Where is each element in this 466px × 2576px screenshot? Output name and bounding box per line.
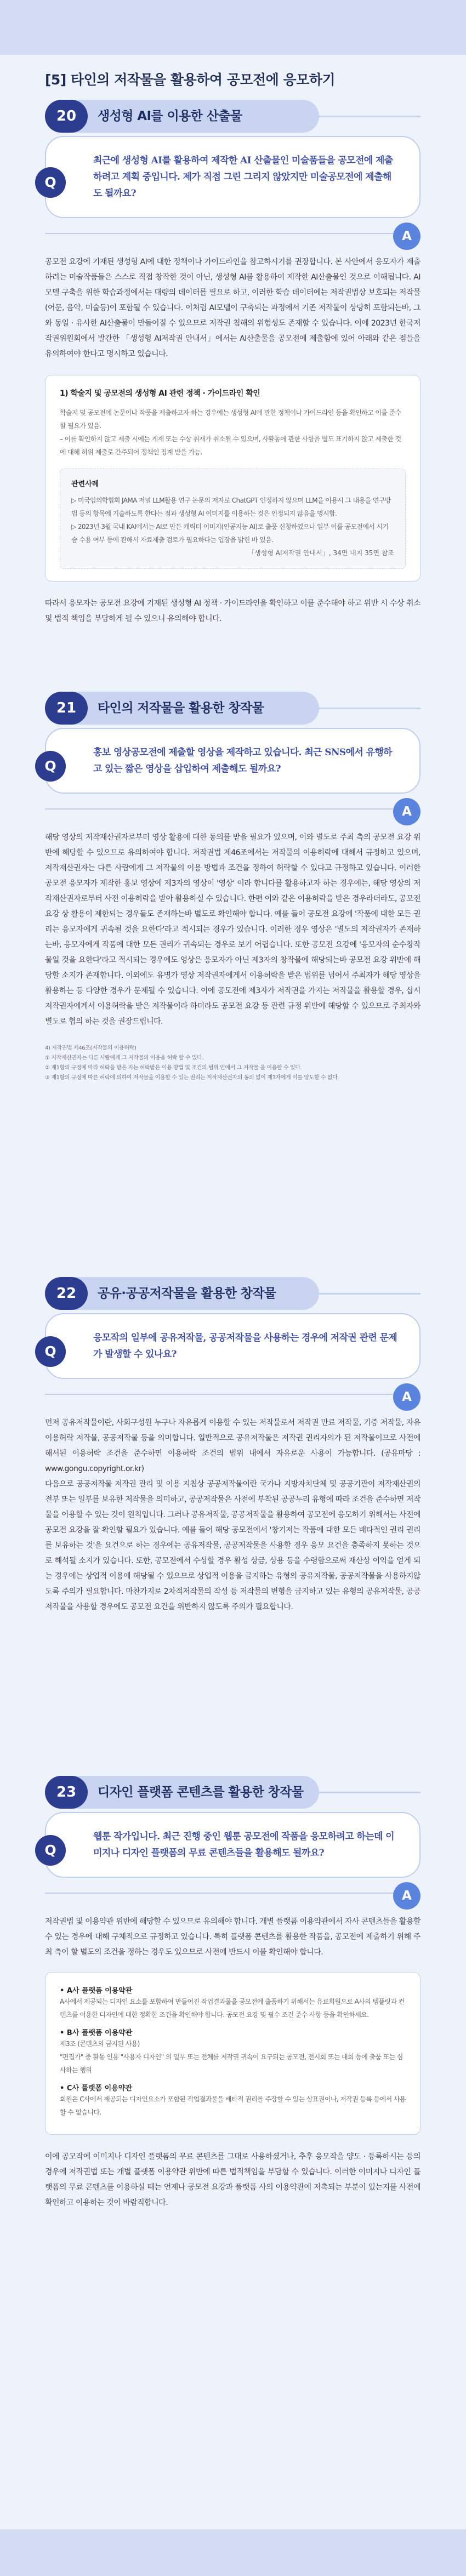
section-title-bar xyxy=(45,100,420,133)
section-title: 타인의 저작물을 활용한 창작물 xyxy=(98,701,264,715)
answer-text: 해당 영상의 저작재산권자로부터 영상 활용에 대한 동의를 받을 필요가 있으며, 이와 별도로 주최 측의 공모전 요강 위반에 해당할 수 있으므로 유의하여야 합니다. 저작권법 제46조에서는 저작물의 이용허락에 대해서 규정하고 있으며, 저작재산권자는 다른 사람에게 그 저작물의 이용 방법과 조건을 정하여 허락할 수 있다고 규정하고 있습니다. 이러한 공모전 응모자가 제작한 홍보 영상에 제3자의 영상이 '영상' 이라 합니다를 활용하고자 하는 경우에는, 해당 영상의 저작재산권자로부터 사전 이용허락을 받아 활용하실 수 있습니다. 한편 이와 같은 이용허락을 받은 경우라더라도, 공모전 요강 상 활용이 제한되는 경우들도 존재하는바 별도로 확인해야 합니다. 예를 들어 공모전 요강에 '작품에 대한 모든 권리는 응모자에게 귀속될 것을 요한다'라고 적시되는 경우가 있습니다. 이러한 경우 영상은 '별도의 저작권자가 존재하는바, 응모자에게 작품에 대한 모든 권리가 귀속되는 경우로 보기 어렵습니다. 또한 공모전 요강에 '응모자의 순수창작물일 것을 요한다'라고 적시되는 경우에도 영상은 응모자가 아닌 제3자의 창작물에 해당되는바 공모전 요강 위반에 해당할 소지가 존재합니다. 이외에도 유명가 영상 저작권자에게서 이용허락을 받은 범위를 넘어서 주최자가 해당 영상을 활용하는 등 다양한 경우가 문제될 수 있습니다. 이에 공모전에 제3자가 저작권을 가지는 저작물을 활용할 경우, 삽시 저작권자에게서 이용허락을 받은 저작물이라 하더라도 공모전 요강 등 관련 규정 위반에 해당할 수 있으므로 주최자와 별도로 협의 하는 것을 권장드립니다. xyxy=(45,833,420,1026)
answer-text: 저작권법 및 이용약관 위반에 해당할 수 있으므로 유의해야 합니다. 개별 플랫폼 이용약관에서 자사 콘텐츠들을 활용할 수 있는 경우에 대해 구체적으로 규정하고 있습니다. 특히 플랫폼 콘텐츠를 활용한 작품을, 공모전에 제출하기 위해 주최 측이 할 별도의 조건을 정하는 경우도 있으므로 사전에 반드시 이를 확인해야 합니다. xyxy=(45,1917,420,1957)
answer-text: 공모전 요강에 기재된 생성형 AI에 대한 정책이나 가이드라인을 참고하시기를 권장합니다. 본 사안에서 응모자가 제출하려는 미술작품들은 스스로 직접 창작한 것이 아닌, 생성형 AI를 활용하여 제작한 AI산출물인 것으로 이해됩니다. AI모델 구축을 위한 학습과정에서는 대량의 데이터를 필요로 하고, 이러한 학습 데이터에는 저작권법상 보호되는 저작물(어문, 음악, 미술등)이 포함될 수 있습니다. 이처럼 AI모델이 구축되는 과정에서 기존 저작물이 상당히 포함되는바, 그와 동일 · 유사한 AI산출물이 만들어질 수 있으므로 저작권 침해의 위험성도 존재할 수 있습니다. 이에 2023년 한국저작권위원회에서 발간한 「생성형 AI저작권 안내서」에서는 AI산출물을 공모전에 제출함에 있어 아래와 같은 점들을 유의하여야 한다고 명시하고 있습니다. xyxy=(45,258,420,358)
reference: 「생성형 AI저작권 안내서」, 34면 내지 35면 참조 xyxy=(248,549,394,557)
section-22 xyxy=(45,1277,420,1615)
q-icon: Q xyxy=(35,1835,66,1866)
question-text: 홍보 영상공모전에 제출할 영상을 제작하고 있습니다. 최근 SNS에서 유행하고 있는 짧은 영상을 삽입하여 제출해도 될까요? xyxy=(93,747,392,774)
terms-heading-a: • A사 플랫폼 이용약관 xyxy=(60,1987,133,1995)
section-title: 생성형 AI를 이용한 산출물 xyxy=(98,109,242,123)
a-icon: A xyxy=(393,1882,420,1910)
q-icon: Q xyxy=(35,1336,66,1367)
terms-text: A사에서 제공되는 디자인 요소를 포함하여 만들어진 작업결과물을 공모전에 출품하기 위해서는 유료회원으로 A사의 템플릿과 컨텐츠를 이용한 디자인에 대한 정확한 조건을 확인해야 합니다. 공모전 요강 및 필수 조건 준수 사항 등을 확인하세요. xyxy=(60,1998,405,2019)
section-title: 공유·공공저작물을 활용한 창작물 xyxy=(98,1286,276,1301)
q-icon: Q xyxy=(35,751,66,782)
question-text: 최근에 생성형 AI를 활용하여 제작한 AI 산출물인 미술품들을 공모전에 제출하려고 계획 중입니다. 제가 직접 그린 그리지 않았지만 미술공모전에 제출해도 될까요? xyxy=(93,155,393,199)
note-line: 학술지 및 공모전에 논문이나 작품을 제출하고자 하는 경우에는 생성형 AI에 관한 정책이나 가이드라인 등을 확인하고 이를 준수할 필요가 있음. xyxy=(60,409,401,430)
note-line: – 이를 확인하지 않고 제출 시에는 게재 또는 수상 취재가 취소될 수 있으며, 사활동에 관한 사항을 별도 표기하지 않고 제출한 것에 대해 허위 제출로 간주되어 정책인 징계 받을 가능. xyxy=(60,435,401,456)
section-title-bar xyxy=(45,692,420,725)
section-21 xyxy=(45,692,420,1083)
question-box xyxy=(45,1812,420,1878)
a-icon: A xyxy=(393,1383,420,1411)
section-number: 20 xyxy=(45,100,88,133)
section-number: 22 xyxy=(45,1277,88,1310)
note-title: 1) 학술지 및 공모전의 생성형 AI 관련 정책 · 가이드라인 확인 xyxy=(60,389,260,398)
related-cases-box xyxy=(60,469,406,569)
footnote: ② 제1항의 규정에 따라 허락을 받은 자는 허락받은 이용 방법 및 조건의 범위 안에서 그 저작물 을 이용할 수 있다. xyxy=(45,1065,302,1071)
terms-text: "편집가" 중 활동 인용 "사용자 디자인" 의 일부 또는 전체를 저작권 귀속이 요구되는 공모전, 전시회 또는 대회 등에 출품 또는 심사하는 행위 xyxy=(60,2053,403,2074)
related-cases-title: 관련사례 xyxy=(71,480,99,488)
case-line: ▷ 2023년 3월 국내 KAI에서는 AI로 만든 캐릭터 이미지(인공지능 AI)로 출품 신청하였으나 일부 이를 공모전에서 시기슴 수용 여부 등에 관해서 자료제출 검토가 필요하다는 입장을 밝힌 바 있음. xyxy=(71,523,389,544)
terms-heading-b: • B사 플랫폼 이용약관 xyxy=(60,2029,133,2037)
section-title-bar xyxy=(45,1776,420,1809)
q-icon: Q xyxy=(35,167,66,198)
footnotes xyxy=(45,1044,420,1083)
question-box xyxy=(45,728,420,794)
terms-text: 회원은 C사에서 제공되는 디자인요소가 포함된 작업결과물을 배타적 권리를 주장할 수 있는 상표권이나, 저작권 등록 등에서 사용할 수 없습니다. xyxy=(60,2095,406,2116)
section-number: 21 xyxy=(45,692,88,725)
note-box xyxy=(45,375,420,582)
question-box xyxy=(45,136,420,218)
section-20 xyxy=(45,100,420,626)
terms-box xyxy=(45,1972,420,2135)
terms-text: 제3조 (콘텐츠의 금지된 사용) xyxy=(60,2040,140,2048)
terms-heading-c: • C사 플랫폼 이용약관 xyxy=(60,2084,132,2093)
answer-text: 먼저 공유저작물이란, 사회구성원 누구나 자유롭게 이용할 수 있는 저작물로서 저작권 만료 저작물, 기증 저작물, 자유이용허락 저작물, 공공저작물 등을 의미합니다. 일반적으로 공유저작물은 저작권 권리자의가 된 저작물이므로 사전에 해서된 이용허락 조건을 준수하면 이용허락 조건의 범위 내에서 자유로운 사용이 가능합니다. (공유마당 : www.gongu.copyright.or.kr) 다음으로 공공저작물 저작권 관리 및 이용 지침상 공공저작물이란 국가나 지방자치단체 및 공공기관이 저작재산권의 전부 또는 일부를 보유한 저작물을 의미하고, 공공저작물은 사전에 부착된 공공누리 유형에 따라 조건을 준수하면 저작물을 이용할 수 있는 것이 원칙입니다. 그러나 공유저작물, 공공저작물을 활용하여 공모전에 응모하기 위해서는 사전에 공모전 요강을 잘 확인할 필요가 있습니다. 예를 들어 해당 공모전에서 '창기저는 작품에 대한 모든 배타적인 권리 권리를 보유하는 것'을 요건으로 하는 경우에는 공유저작물, 공공저작물을 사용할 경우 응모 요건을 충족하지 못하는 것으로 해석될 소지가 있습니다. 또한, 공모전에서 수상할 경우 활성 상금, 상용 등을 수령함으로써 재산상 이익을 얻게 되는 경우에는 상업적 이용에 해당될 수 있으므로 상업적 이용을 금지하는 유형의 공유저작물, 공공저작물을 사용하지않도록 주의가 필요합니다. 마찬가지로 2차적저작물의 작성 등 저작물의 변형을 금지하고 있는 유형의 공유저작물, 공공저작물을 사용할 경우에도 공모전 요건을 위반하지 않도록 주의가 필요합니다. xyxy=(45,1418,420,1611)
question-text: 웹툰 작가입니다. 최근 진행 중인 웹툰 공모전에 작품을 응모하려고 하는데 이미지나 디자인 플랫폼의 무료 콘텐츠들을 활용해도 될까요? xyxy=(93,1831,394,1859)
section-title-bar xyxy=(45,1277,420,1310)
footnote: ③ 제1항의 규정에 따른 허락에 의하여 저작물을 이용할 수 있는 권리는 저작재산권자의 동의 없이 제3자에게 이를 양도할 수 없다. xyxy=(45,1075,339,1081)
page-header: [5] 타인의 저작물을 활용하여 공모전에 응모하기 xyxy=(45,72,336,88)
conclusion-text: 이에 공모작에 이미지나 디자인 플랫폼의 무료 콘텐츠를 그대로 사용하셨거나, 추후 응모작을 양도 · 등록하시는 등의 경우에 저작권법 또는 개별 플랫폼 이용약관 위반에 따른 법적책임을 부담할 수 있습니다. 이러한 이미지나 디자인 플랫폼의 무료 콘텐츠를 이용하실 때는 언제나 공모전 요강과 플랫폼 사의 이용약관에 저촉되는 부분이 있는지를 사전에 확인하고 이용하는 것이 바람직합니다. xyxy=(45,2152,420,2207)
section-23 xyxy=(45,1776,420,2210)
case-line: ▷ 미국임의학협회 JAMA 저널 LLM활용 연구 논문의 저자로 ChatGPT 인정하지 않으며 LLM을 이용시 그 내용을 연구방법 등의 항목에 기술하도록 한다는 점과 생성형 AI 이미지를 이용하는 것은 인정되지 않음을 명시함. xyxy=(71,497,391,517)
a-icon: A xyxy=(393,223,420,250)
footnote: ① 저작재산권자는 다른 사람에게 그 저작물의 이용을 허락 할 수 있다. xyxy=(45,1055,204,1061)
conclusion-text: 따라서 응모자는 공모전 요강에 기재된 생성형 AI 정책 · 가이드라인을 확인하고 이를 준수해야 하고 위반 시 수상 취소 및 법적 책임을 부담하게 될 수 있으니 유의해야 합니다. xyxy=(45,599,420,623)
question-box xyxy=(45,1313,420,1379)
bottom-band xyxy=(0,2529,466,2576)
a-icon: A xyxy=(393,798,420,825)
section-number: 23 xyxy=(45,1776,88,1809)
top-band xyxy=(0,0,466,55)
footnote: 4) 저작권법 제46조(저작물의 이용허락) xyxy=(45,1045,137,1051)
section-title: 디자인 플랫폼 콘텐츠를 활용한 창작물 xyxy=(98,1785,304,1799)
question-text: 응모작의 일부에 공유저작물, 공공저작물을 사용하는 경우에 저작권 관련 문제가 발생할 수 있나요? xyxy=(93,1332,397,1360)
